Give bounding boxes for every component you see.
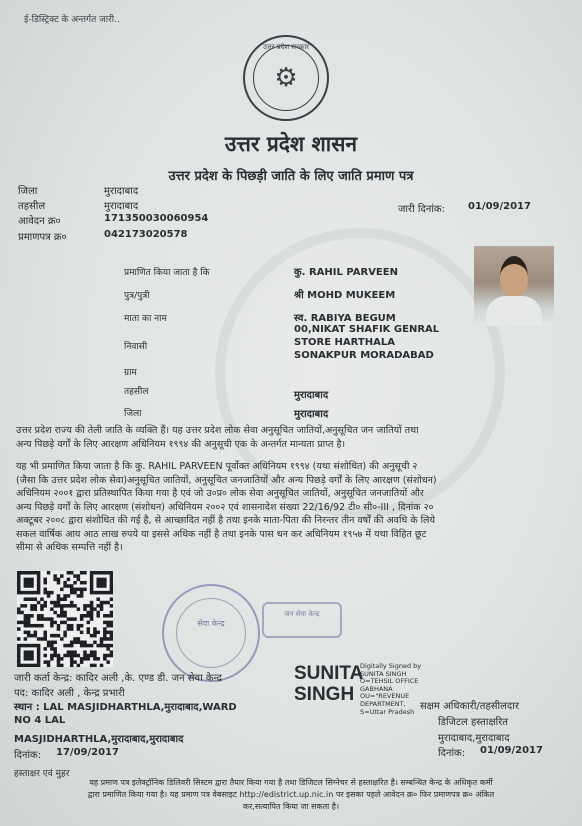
paragraph-caste-recognition xyxy=(16,424,556,451)
district-value: मुरादाबाद xyxy=(104,186,139,197)
certify-label: प्रमाणित किया जाता है कि xyxy=(124,268,210,278)
detail-tehsil-label: तहसील xyxy=(124,387,149,397)
tehsil-value: मुरादाबाद xyxy=(104,201,139,212)
digital-signature-details: Digitally Signed by SUNITA SINGH O=TEHSIL OFFICE GABHANA OU="REVENUE DEPARTMENT, S=Uttar Pradesh xyxy=(360,662,422,716)
paragraph-line: उत्तर प्रदेश राज्य की तेली जाति के व्यक्ति हैं। यह उत्तर प्रदेश लोक सेवा अनुसूचित जातियों,अनुसूचित जन जातियों तथा xyxy=(16,425,419,436)
operator-designation: पद: कादिर अली , केन्द्र प्रभारी xyxy=(14,688,125,699)
certificate-number-label: प्रमाणपत्र क्र० xyxy=(18,232,67,243)
application-number-label: आवेदन क्र० xyxy=(18,216,61,227)
operator-location-1: स्थान : LAL MASJIDHARTHLA,मुरादाबाद,WARD xyxy=(14,702,237,713)
officer-date-label: दिनांक: xyxy=(438,748,466,759)
address-line-3: SONAKPUR MORADABAD xyxy=(294,350,434,361)
issuing-centre: जारी कर्ता केन्द्र: कादिर अली ,के. एण्ड डी. जन सेवा केन्द्र xyxy=(14,673,222,684)
detail-district-value: मुरादाबाद xyxy=(294,409,329,420)
officer-title: सक्षम अधिकारी/तहसीलदार xyxy=(420,701,519,712)
tehsil-label: तहसील xyxy=(18,201,46,212)
detail-tehsil-value: मुरादाबाद xyxy=(294,390,329,401)
seal-text: सेवा केन्द्र xyxy=(197,619,225,628)
government-title: उत्तर प्रदेश शासन xyxy=(224,132,358,156)
operator-date-label: दिनांक: xyxy=(14,750,42,761)
paragraph-line: सकल वार्षिक आय आठ लाख रुपये या इससे अधिक नहीं है तथा इनके पास धन कर अधिनियम १९५७ में यथा विहित छूट xyxy=(16,528,427,540)
footer-line-3: कर,सत्यापित किया जा सकता है। xyxy=(242,802,340,811)
paragraph-line: अक्टूबर २००८ द्वारा संशोधित की गई है, से आच्छादित नहीं है तथा इनके माता-पिता की निरन्तर तीन वर्षों की अवधि के लिये xyxy=(16,515,436,526)
village-label: ग्राम xyxy=(124,368,137,378)
operator-location-3: MASJIDHARTHLA,मुरादाबाद,मुरादाबाद xyxy=(14,734,184,745)
paragraph-line: अन्य पिछड़े वर्गों के लिए आरक्षण (संशोधन) अधिनियम २००२ एवं शासनादेश संख्या 22/16/92 टी० सी०-III , दिनांक २० xyxy=(16,501,434,513)
paragraph-creamy-layer xyxy=(16,460,556,555)
paragraph-line: (जैसा कि उत्तर प्रदेश लोक सेवा)अनुसूचित जातियों, अनुसूचित जनजातियों और अन्य पिछड़े वर्गों के लिए आरक्षण (संशोधन) xyxy=(16,474,437,486)
up-government-emblem xyxy=(243,35,329,121)
paragraph-line: अधिनियम २००१ द्वारा प्रतिस्थापित किया गया है एवं जो उ०प्र० लोक सेवा अनुसूचित जातियों, अनुसूचित जनजातियों और xyxy=(16,488,424,499)
applicant-name: कु. RAHIL PARVEEN xyxy=(294,267,398,278)
edistrict-header-note: ई-डिस्ट्रिक्ट के अन्तर्गत जारी.. xyxy=(24,15,120,25)
digital-signer-name-2: SINGH xyxy=(294,684,355,705)
certificate-title: उत्तर प्रदेश के पिछड़ी जाति के लिए जाति प्रमाण पत्र xyxy=(168,169,414,184)
paragraph-line: यह भी प्रमाणित किया जाता है कि कु. RAHIL PARVEEN पूर्वोक्त अधिनियम १९९४ (यथा संशोधित) की अनुसूची २ xyxy=(16,461,418,472)
operator-location-2: NO 4 LAL xyxy=(14,715,66,726)
mother-label: माता का नाम xyxy=(124,314,167,324)
certificate-number-value: 042173020578 xyxy=(104,229,188,240)
officer-date: 01/09/2017 xyxy=(480,745,543,756)
address-line-2: STORE HARTHALA xyxy=(294,337,395,348)
address-line-1: 00,NIKAT SHAFIK GENRAL xyxy=(294,324,440,335)
official-seal xyxy=(162,584,260,682)
father-name: श्री MOHD MUKEEM xyxy=(294,290,396,301)
issue-date-label: जारी दिनांक: xyxy=(398,204,445,215)
applicant-photo xyxy=(474,246,554,326)
signature-and-seal-label: हस्ताक्षर एवं मुहर xyxy=(14,769,70,779)
paragraph-line: सीमा से अधिक सम्पत्ति नहीं है। xyxy=(16,542,123,553)
application-number-value: 171350030060954 xyxy=(104,213,209,224)
emblem-icon: ⚙ xyxy=(253,45,319,111)
paragraph-line: अन्य पिछड़े वर्गों के लिए आरक्षण अधिनियम १९९४ की अनुसूची एक के अन्तर्गत मान्यता प्राप्त है। xyxy=(16,438,346,450)
qr-code xyxy=(17,571,113,667)
address-label: निवासी xyxy=(124,342,148,352)
digital-signer-name-1: SUNITA xyxy=(294,663,364,684)
jan-seva-kendra-stamp: जन सेवा केन्द्र xyxy=(262,602,342,638)
operator-date: 17/09/2017 xyxy=(56,747,119,758)
relation-label: पुत्र/पुत्री xyxy=(124,291,150,301)
detail-district-label: जिला xyxy=(124,409,142,419)
mother-name: स्व. RABIYA BEGUM xyxy=(294,313,396,324)
officer-sign-label: डिजिटल हस्ताक्षरित xyxy=(438,717,508,728)
officer-place: मुरादाबाद,मुरादाबाद xyxy=(438,733,510,744)
footer-line-2: द्वारा प्रमाणित किया गया है। यह प्रमाण पत्र वेबसाइट http://edistrict.up.nic.in पर इसका पहले आवेदन क्र० फिर प्रमाणपत्र क्र० अंकित xyxy=(87,790,495,799)
district-label: जिला xyxy=(18,186,38,197)
emblem-text: उत्तर प्रदेश सरकार xyxy=(262,43,310,51)
footer-line-1: यह प्रमाण पत्र इलेक्ट्रॉनिक डिलिवरी सिस्टम द्वारा तैयार किया गया है तथा डिजिटल सिग्नेचर से हस्ताक्षरित है। सम्बन्धित केन्द्र के अधिकृत कर्मी xyxy=(89,778,493,787)
issue-date-value: 01/09/2017 xyxy=(468,201,531,212)
